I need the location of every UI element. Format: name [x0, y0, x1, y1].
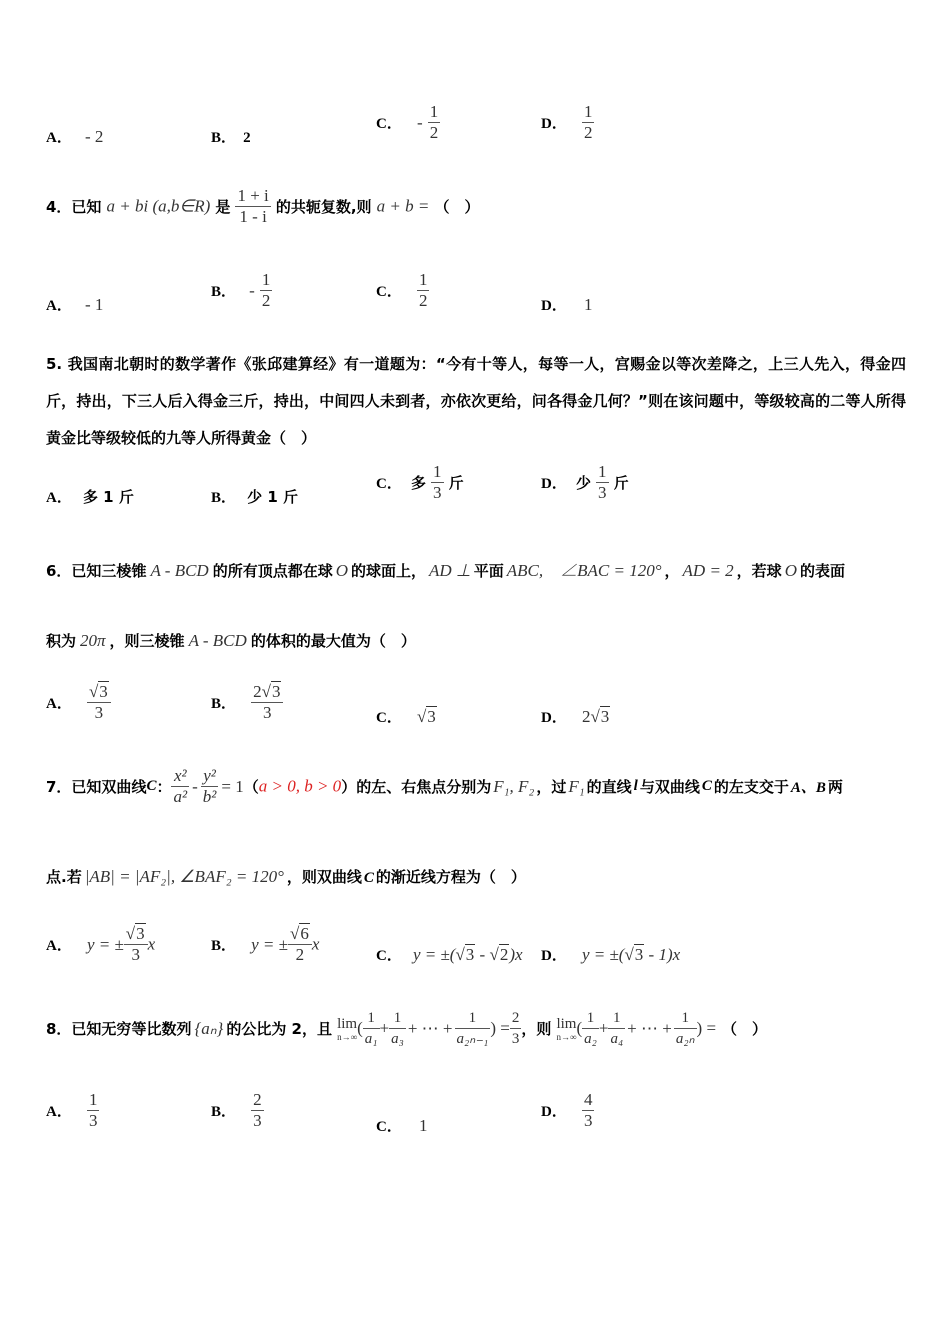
text: 平面: [473, 562, 504, 580]
option-label: A．: [46, 130, 72, 146]
fraction: $\frac{2}{3}$: [253, 1090, 262, 1130]
option-value: - 1: [84, 295, 104, 314]
text: 点.若: [46, 868, 82, 886]
option-label: A．: [46, 938, 72, 954]
q5-option-d[interactable]: [541, 462, 629, 503]
option-value: 1: [418, 1116, 428, 1135]
q5-option-c[interactable]: [376, 462, 464, 503]
text: 的所有顶点都在球: [212, 562, 333, 580]
sign: -: [249, 280, 255, 300]
text: 与双曲线: [639, 778, 700, 796]
text: ，则: [521, 1020, 552, 1038]
math: ABC, ∠BAC = 120°: [506, 561, 662, 580]
fraction: $\frac{√3}{3}$: [87, 682, 111, 723]
fraction: $\frac{√6}{2}$: [288, 924, 312, 965]
text: 的直线: [586, 778, 632, 796]
fraction: $\frac{1}{\text{a₃}}$: [391, 1010, 404, 1047]
math: C: [701, 778, 712, 794]
limit: lim n→∞: [337, 1015, 358, 1042]
q3-option-c[interactable]: [376, 102, 440, 143]
fraction: $\frac{\text{x²}}{\text{a²}}$: [173, 766, 188, 806]
text: （ ）: [434, 198, 480, 216]
math: A、B: [790, 780, 826, 796]
text: ，则三棱锥: [109, 632, 185, 650]
q4-option-b[interactable]: [211, 270, 272, 311]
math: C: [363, 870, 374, 886]
q3-option-b[interactable]: [211, 126, 251, 147]
math: l: [633, 778, 638, 794]
sign: +: [379, 1018, 390, 1038]
text: ，: [664, 562, 680, 580]
limit: lim n→∞: [556, 1015, 577, 1042]
q4-stem: [46, 186, 479, 227]
option-label: D．: [541, 476, 567, 492]
math: C: [146, 778, 157, 794]
option-label: A．: [46, 298, 72, 314]
math: y = ±: [251, 934, 288, 954]
math: |AB| = |AF₂|, ∠BAF₂ = 120°: [84, 867, 284, 886]
fraction: $\frac{1}{2}$: [583, 102, 593, 142]
fraction: $\frac{4}{3}$: [583, 1090, 593, 1130]
q3-option-a[interactable]: [46, 126, 103, 147]
q8-option-c[interactable]: [376, 1115, 427, 1136]
option-label: D．: [541, 710, 567, 726]
fraction: $\frac{1}{2}$: [418, 270, 428, 310]
sign: -: [192, 776, 198, 796]
q5-option-a[interactable]: [46, 486, 134, 507]
math: AD = 2: [682, 561, 734, 580]
q5-option-b[interactable]: [211, 486, 298, 507]
option-value: 多 1 斤: [82, 488, 134, 506]
math: {aₙ}: [194, 1018, 224, 1038]
fraction: $\frac{\text{y²}}{\text{b²}}$: [202, 766, 217, 806]
math: )x: [509, 945, 523, 964]
sign: -: [416, 112, 423, 132]
text: 的球面上，: [351, 562, 427, 580]
fraction: $\frac{1}{\text{a₁}}$: [364, 1010, 378, 1047]
text: ：: [156, 778, 172, 796]
option-value: 少 1 斤: [247, 488, 298, 506]
fraction: $\frac{1}{3}$: [88, 1090, 98, 1130]
math: y = ±(: [412, 945, 456, 964]
q7-stem-line2: [46, 866, 526, 887]
option-label: D．: [541, 116, 567, 132]
option-label: D．: [541, 948, 567, 964]
math: ) =: [696, 1018, 717, 1038]
option-label: A．: [46, 490, 72, 506]
q6-option-d[interactable]: D． 2√3: [541, 707, 610, 726]
option-label: B．: [211, 130, 237, 146]
q6-option-c[interactable]: C． √3: [376, 707, 436, 726]
fraction: $\frac{1}{3}$: [598, 462, 607, 502]
option-label: A．: [46, 696, 72, 712]
q8-stem: 8．已知无穷等比数列 {aₙ} 的公比为 2，且 lim n→∞ ( $\frac{1}{\text{a₁}}$ + $\frac{1}{\text{a₃}}$ + ⋯ + $\frac{1}{\text{a₂ₙ₋₁}}$ ) = $\frac{2}{3}$ ，则 lim n→∞ ( $\frac{1}{\text{a₂}}$ + $\frac{1}{\text{a₄}}$ + ⋯ + $\frac{1}{\text{a₂ₙ}}$ ) = （ ）: [46, 1010, 768, 1047]
sign: +: [598, 1018, 609, 1038]
q7-option-d[interactable]: D． y = ±(√3 - 1)x: [541, 945, 681, 964]
q4-option-a[interactable]: [46, 294, 103, 315]
text: ，过: [536, 778, 567, 796]
q8-option-d[interactable]: [541, 1090, 594, 1131]
text: （: [243, 778, 259, 796]
text: 的左支交于: [713, 778, 789, 796]
fraction: $\frac{1}{2}$: [261, 270, 271, 310]
text: ）: [341, 778, 357, 796]
q6-option-b[interactable]: [211, 682, 283, 723]
option-label: C．: [376, 1119, 402, 1135]
q8-option-a[interactable]: [46, 1090, 99, 1131]
text: 的渐近线方程为（ ）: [375, 868, 526, 886]
option-label: B．: [211, 490, 237, 506]
math: a + b =: [376, 196, 430, 216]
text: 8．已知无穷等比数列: [46, 1020, 192, 1038]
text: 斤: [613, 474, 629, 492]
text: 斤: [448, 474, 464, 492]
math: AD ⊥: [429, 561, 471, 580]
fraction: $\frac{1 + i}{1 - i}$: [237, 186, 269, 226]
text: 的表面: [799, 562, 845, 580]
option-value: 1: [583, 295, 593, 314]
math: x: [147, 934, 156, 954]
text: 的左、右焦点分别为: [356, 778, 492, 796]
option-label: C．: [376, 948, 402, 964]
fraction: $\frac{1}{\text{a₂ₙ₋₁}}$: [456, 1010, 489, 1047]
q8-option-b[interactable]: [211, 1090, 264, 1131]
text: （ ）: [722, 1020, 768, 1038]
q3-option-d[interactable]: [541, 102, 594, 143]
text: 的体积的最大值为（ ）: [250, 632, 416, 650]
text: 6．已知三棱锥: [46, 562, 147, 580]
option-label: B．: [211, 938, 237, 954]
q6-stem-line2: [46, 630, 416, 651]
option-value: - 2: [84, 127, 104, 146]
q5-stem: 5. 我国南北朝时的数学著作《张邱建算经》有一道题为：“今有十等人，每等一人，宫赐金以等次差降之，上三人先入，得金四斤，持出，下三人后入得金三斤，持出，中间四人未到者，亦依次更给，问各得金几何？”则在该问题中，等级较高的二等人所得黄金比等级较低的九等人所得黄金（ ）: [46, 355, 906, 447]
text: 积为: [46, 632, 77, 650]
math: O: [784, 561, 797, 580]
math: F₁, F₂: [493, 776, 535, 796]
q4-option-c[interactable]: [376, 270, 429, 311]
math: F₁: [568, 776, 585, 796]
math: = 1: [221, 776, 244, 796]
math: 20π: [80, 631, 106, 650]
option-label: D．: [541, 1104, 567, 1120]
option-label: B．: [211, 284, 237, 300]
sign: + ⋯ +: [407, 1018, 453, 1038]
q7-option-c[interactable]: C． y = ±(√3 - √2)x: [376, 945, 523, 964]
fraction: $\frac{2}{3}$: [511, 1010, 520, 1047]
q7-option-a[interactable]: [46, 924, 155, 965]
option-label: B．: [211, 696, 237, 712]
q6-stem-line1: [46, 556, 906, 581]
math: A - BCD: [150, 561, 209, 580]
text: ，若球: [736, 562, 782, 580]
text: ，则双曲线: [286, 868, 362, 886]
math: A - BCD: [188, 631, 247, 650]
text: 的共轭复数,则: [275, 198, 372, 216]
math: y = ±(: [581, 945, 625, 964]
math: -: [475, 945, 490, 964]
option-label: C．: [376, 116, 402, 132]
fraction: $\frac{1}{\text{a₂}}$: [584, 1010, 597, 1047]
option-label: C．: [376, 710, 402, 726]
option-label: D．: [541, 298, 567, 314]
math: - 1)x: [644, 945, 681, 964]
option-label: B．: [211, 1104, 237, 1120]
text: 少: [575, 474, 591, 492]
q7-stem-line1: [46, 766, 906, 807]
text: 多: [410, 474, 426, 492]
text: 是: [215, 198, 231, 216]
text: 4．已知: [46, 198, 102, 216]
option-value: 2: [243, 130, 251, 146]
q4-option-d[interactable]: [541, 294, 592, 315]
text: 的公比为 2，且: [226, 1020, 332, 1038]
option-label: A．: [46, 1104, 72, 1120]
fraction: $\frac{1}{\text{a₄}}$: [610, 1010, 624, 1047]
fraction: $\frac{√3}{3}$: [124, 924, 148, 965]
fraction: $\frac{1}{3}$: [433, 462, 442, 502]
math: x: [311, 934, 320, 954]
q7-option-b[interactable]: [211, 924, 319, 965]
math: O: [335, 561, 348, 580]
text: 7．已知双曲线: [46, 778, 147, 796]
sign: + ⋯ +: [627, 1018, 672, 1038]
condition: a > 0, b > 0: [258, 776, 342, 796]
text: 两: [827, 778, 843, 796]
fraction: $\frac{1}{2}$: [429, 102, 439, 142]
math: a + bi (a,b∈R): [106, 196, 211, 216]
q6-option-a[interactable]: [46, 682, 111, 723]
option-label: C．: [376, 476, 402, 492]
math: y = ±: [86, 934, 124, 954]
option-label: C．: [376, 284, 402, 300]
fraction: $\frac{1}{\text{a₂ₙ}}$: [675, 1010, 695, 1047]
fraction: $\frac{2√3}{3}$: [251, 682, 283, 723]
